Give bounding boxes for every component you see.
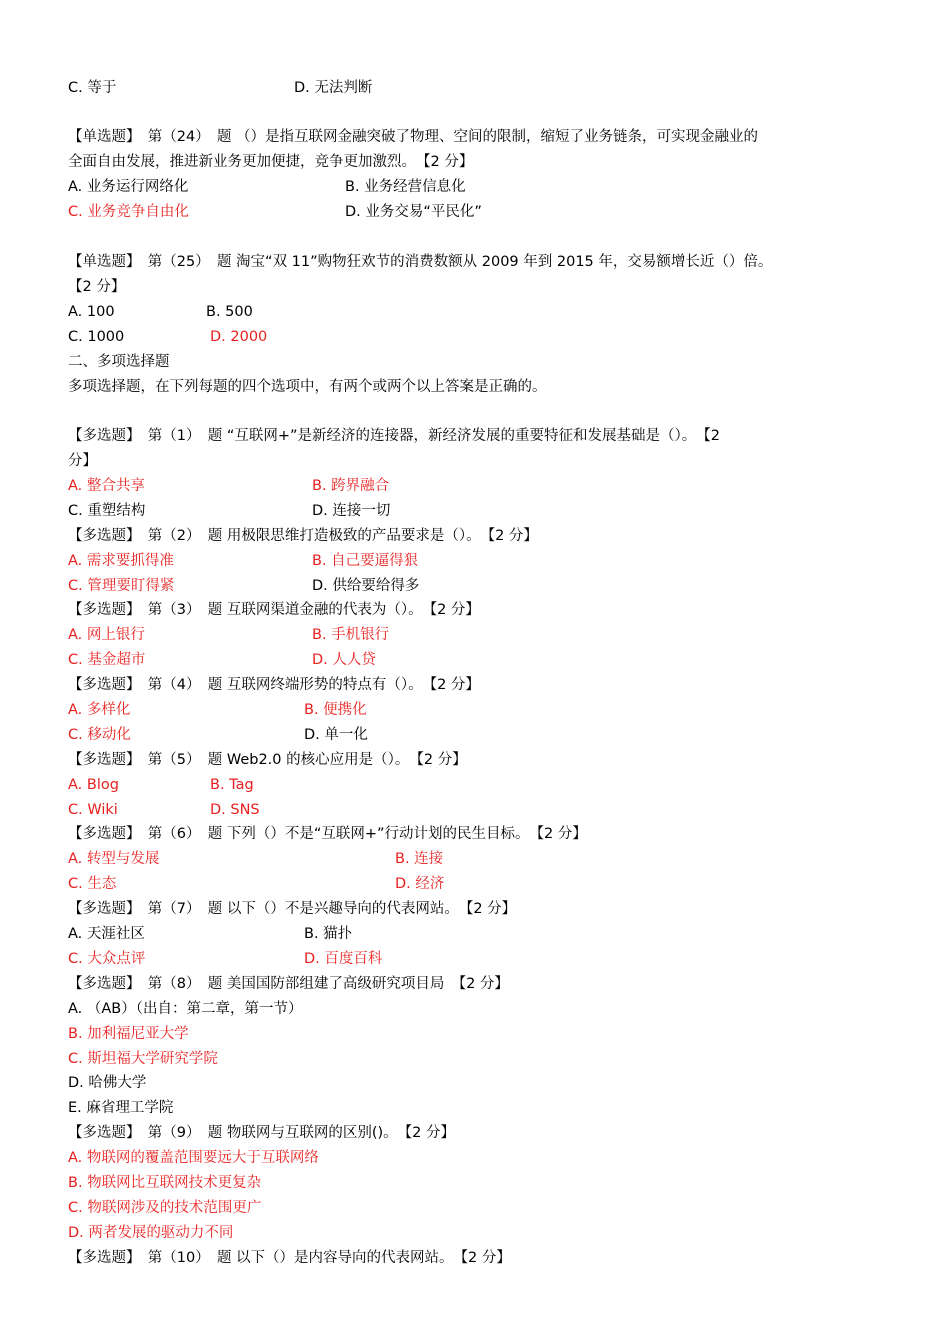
multi-question-8-option-e: E. 麻省理工学院 bbox=[68, 1100, 174, 1116]
multi-question-4-heading: 【多选题】 第（4） 题 互联网终端形势的特点有（）。 【2 分】 bbox=[68, 677, 480, 693]
multi-question-2-options-row-2 bbox=[68, 576, 420, 596]
multi-question-9-option-c-answer: C. 物联网涉及的技术范围更广 bbox=[68, 1200, 262, 1216]
option-d-answer: D. SNS bbox=[210, 802, 260, 818]
multi-question-9-option-a-answer: A. 物联网的覆盖范围要远大于互联网络 bbox=[68, 1150, 319, 1166]
option-d-answer: D. 2000 bbox=[210, 329, 268, 345]
option-a: A. 业务运行网络化 bbox=[68, 179, 189, 195]
option-b-answer: B. 手机银行 bbox=[312, 627, 390, 643]
option-a: A. 100 bbox=[68, 304, 115, 320]
multi-question-4-options-row-2 bbox=[68, 725, 368, 745]
multi-question-7-options-row-2 bbox=[68, 949, 383, 969]
option-b: B. 500 bbox=[206, 304, 253, 320]
option-a-answer: A. 整合共享 bbox=[68, 478, 145, 494]
question-24-heading-cont: 全面自由发展，推进新业务更加便捷，竞争更加激烈。 【2 分】 bbox=[68, 154, 474, 170]
option-b-answer: B. 便携化 bbox=[304, 702, 367, 718]
option-c: C. 等于 bbox=[68, 80, 117, 96]
option-a-answer: A. 需求要抓得准 bbox=[68, 553, 174, 569]
multi-question-2-options-row-1 bbox=[68, 551, 419, 571]
option-a: A. 天涯社区 bbox=[68, 926, 145, 942]
multi-question-10-heading: 【多选题】 第（10） 题 以下（）是内容导向的代表网站。 【2 分】 bbox=[68, 1250, 511, 1266]
multi-question-3-options-row-1 bbox=[68, 625, 390, 645]
question-25-heading: 【单选题】 第（25） 题 淘宝“双 11”购物狂欢节的消费数额从 2009 年到 2015 年，交易额增长近（）倍。 bbox=[68, 254, 773, 270]
option-b: B. 业务经营信息化 bbox=[345, 179, 466, 195]
option-c: C. 1000 bbox=[68, 329, 125, 345]
question-25-heading-cont: 【2 分】 bbox=[68, 279, 126, 295]
question-25-options-row-1 bbox=[68, 302, 253, 322]
option-b: B. 猫扑 bbox=[304, 926, 353, 942]
option-c-answer: C. 生态 bbox=[68, 876, 117, 892]
option-c-answer: C. 管理要盯得紧 bbox=[68, 578, 175, 594]
option-b-answer: B. 自己要逼得狠 bbox=[312, 553, 419, 569]
multi-question-5-heading: 【多选题】 第（5） 题 Web2.0 的核心应用是（）。 【2 分】 bbox=[68, 752, 467, 768]
option-a-answer: A. 转型与发展 bbox=[68, 851, 160, 867]
option-b-answer: B. Tag bbox=[210, 777, 254, 793]
question-24-heading: 【单选题】 第（24） 题 （）是指互联网金融突破了物理、空间的限制，缩短了业务链条，可实现金融业的 bbox=[68, 129, 759, 145]
option-c-answer: C. 移动化 bbox=[68, 727, 131, 743]
multi-question-6-options-row-2 bbox=[68, 874, 445, 894]
option-d: D. 业务交易“平民化” bbox=[345, 204, 482, 220]
multi-question-1-options-row-2 bbox=[68, 501, 391, 521]
multi-question-6-heading: 【多选题】 第（6） 题 下列（）不是“互联网+”行动计划的民生目标。 【2 分】 bbox=[68, 826, 587, 842]
multi-question-4-options-row-1 bbox=[68, 700, 367, 720]
multi-question-7-heading: 【多选题】 第（7） 题 以下（）不是兴趣导向的代表网站。 【2 分】 bbox=[68, 901, 517, 917]
option-d-answer: D. 人人贷 bbox=[312, 652, 376, 668]
option-d: D. 无法判断 bbox=[294, 80, 373, 96]
option-d: D. 供给要给得多 bbox=[312, 578, 420, 594]
multi-question-1-heading-cont: 分】 bbox=[68, 453, 97, 469]
option-a-answer: A. 多样化 bbox=[68, 702, 131, 718]
option-c-answer: C. Wiki bbox=[68, 802, 118, 818]
option-c-answer: C. 业务竞争自由化 bbox=[68, 204, 189, 220]
section-title: 二、多项选择题 bbox=[68, 354, 170, 370]
multi-question-8-option-b-answer: B. 加利福尼亚大学 bbox=[68, 1026, 189, 1042]
multi-question-9-option-b-answer: B. 物联网比互联网技术更复杂 bbox=[68, 1175, 262, 1191]
multi-question-8-option-c-answer: C. 斯坦福大学研究学院 bbox=[68, 1051, 218, 1067]
question-24-options-row-1 bbox=[68, 177, 466, 197]
option-d: D. 单一化 bbox=[304, 727, 368, 743]
option-c-answer: C. 大众点评 bbox=[68, 951, 146, 967]
multi-question-5-options-row-2 bbox=[68, 800, 260, 820]
option-a-answer: A. 网上银行 bbox=[68, 627, 145, 643]
multi-question-3-options-row-2 bbox=[68, 650, 376, 670]
multi-question-3-heading: 【多选题】 第（3） 题 互联网渠道金融的代表为（）。 【2 分】 bbox=[68, 602, 480, 618]
section-description: 多项选择题，在下列每题的四个选项中，有两个或两个以上答案是正确的。 bbox=[68, 379, 547, 395]
multi-question-8-option-a: A. （AB）（出自：第二章，第一节） bbox=[68, 1001, 303, 1017]
multi-question-1-heading: 【多选题】 第（1） 题 “互联网+”是新经济的连接器，新经济发展的重要特征和发展基础是（）。 【2 bbox=[68, 428, 720, 444]
multi-question-8-heading: 【多选题】 第（8） 题 美国国防部组建了高级研究项目局 【2 分】 bbox=[68, 976, 509, 992]
question-25-options-row-2 bbox=[68, 327, 268, 347]
option-d-answer: D. 百度百科 bbox=[304, 951, 383, 967]
multi-question-9-option-d-answer: D. 两者发展的驱动力不同 bbox=[68, 1225, 234, 1241]
option-c-answer: C. 基金超市 bbox=[68, 652, 146, 668]
multi-question-2-heading: 【多选题】 第（2） 题 用极限思维打造极致的产品要求是（）。 【2 分】 bbox=[68, 528, 538, 544]
multi-question-8-option-d: D. 哈佛大学 bbox=[68, 1075, 147, 1091]
option-d: D. 连接一切 bbox=[312, 503, 391, 519]
multi-question-5-options-row-1 bbox=[68, 775, 254, 795]
multi-question-1-options-row-1 bbox=[68, 476, 390, 496]
option-c: C. 重塑结构 bbox=[68, 503, 146, 519]
option-b-answer: B. 连接 bbox=[395, 851, 444, 867]
option-d-answer: D. 经济 bbox=[395, 876, 445, 892]
option-a-answer: A. Blog bbox=[68, 777, 119, 793]
question-24-options-row-2 bbox=[68, 202, 482, 222]
multi-question-9-heading: 【多选题】 第（9） 题 物联网与互联网的区别()。 【2 分】 bbox=[68, 1125, 455, 1141]
multi-question-6-options-row-1 bbox=[68, 849, 444, 869]
question-23-options-row bbox=[68, 78, 373, 98]
multi-question-7-options-row-1 bbox=[68, 924, 353, 944]
option-b-answer: B. 跨界融合 bbox=[312, 478, 390, 494]
